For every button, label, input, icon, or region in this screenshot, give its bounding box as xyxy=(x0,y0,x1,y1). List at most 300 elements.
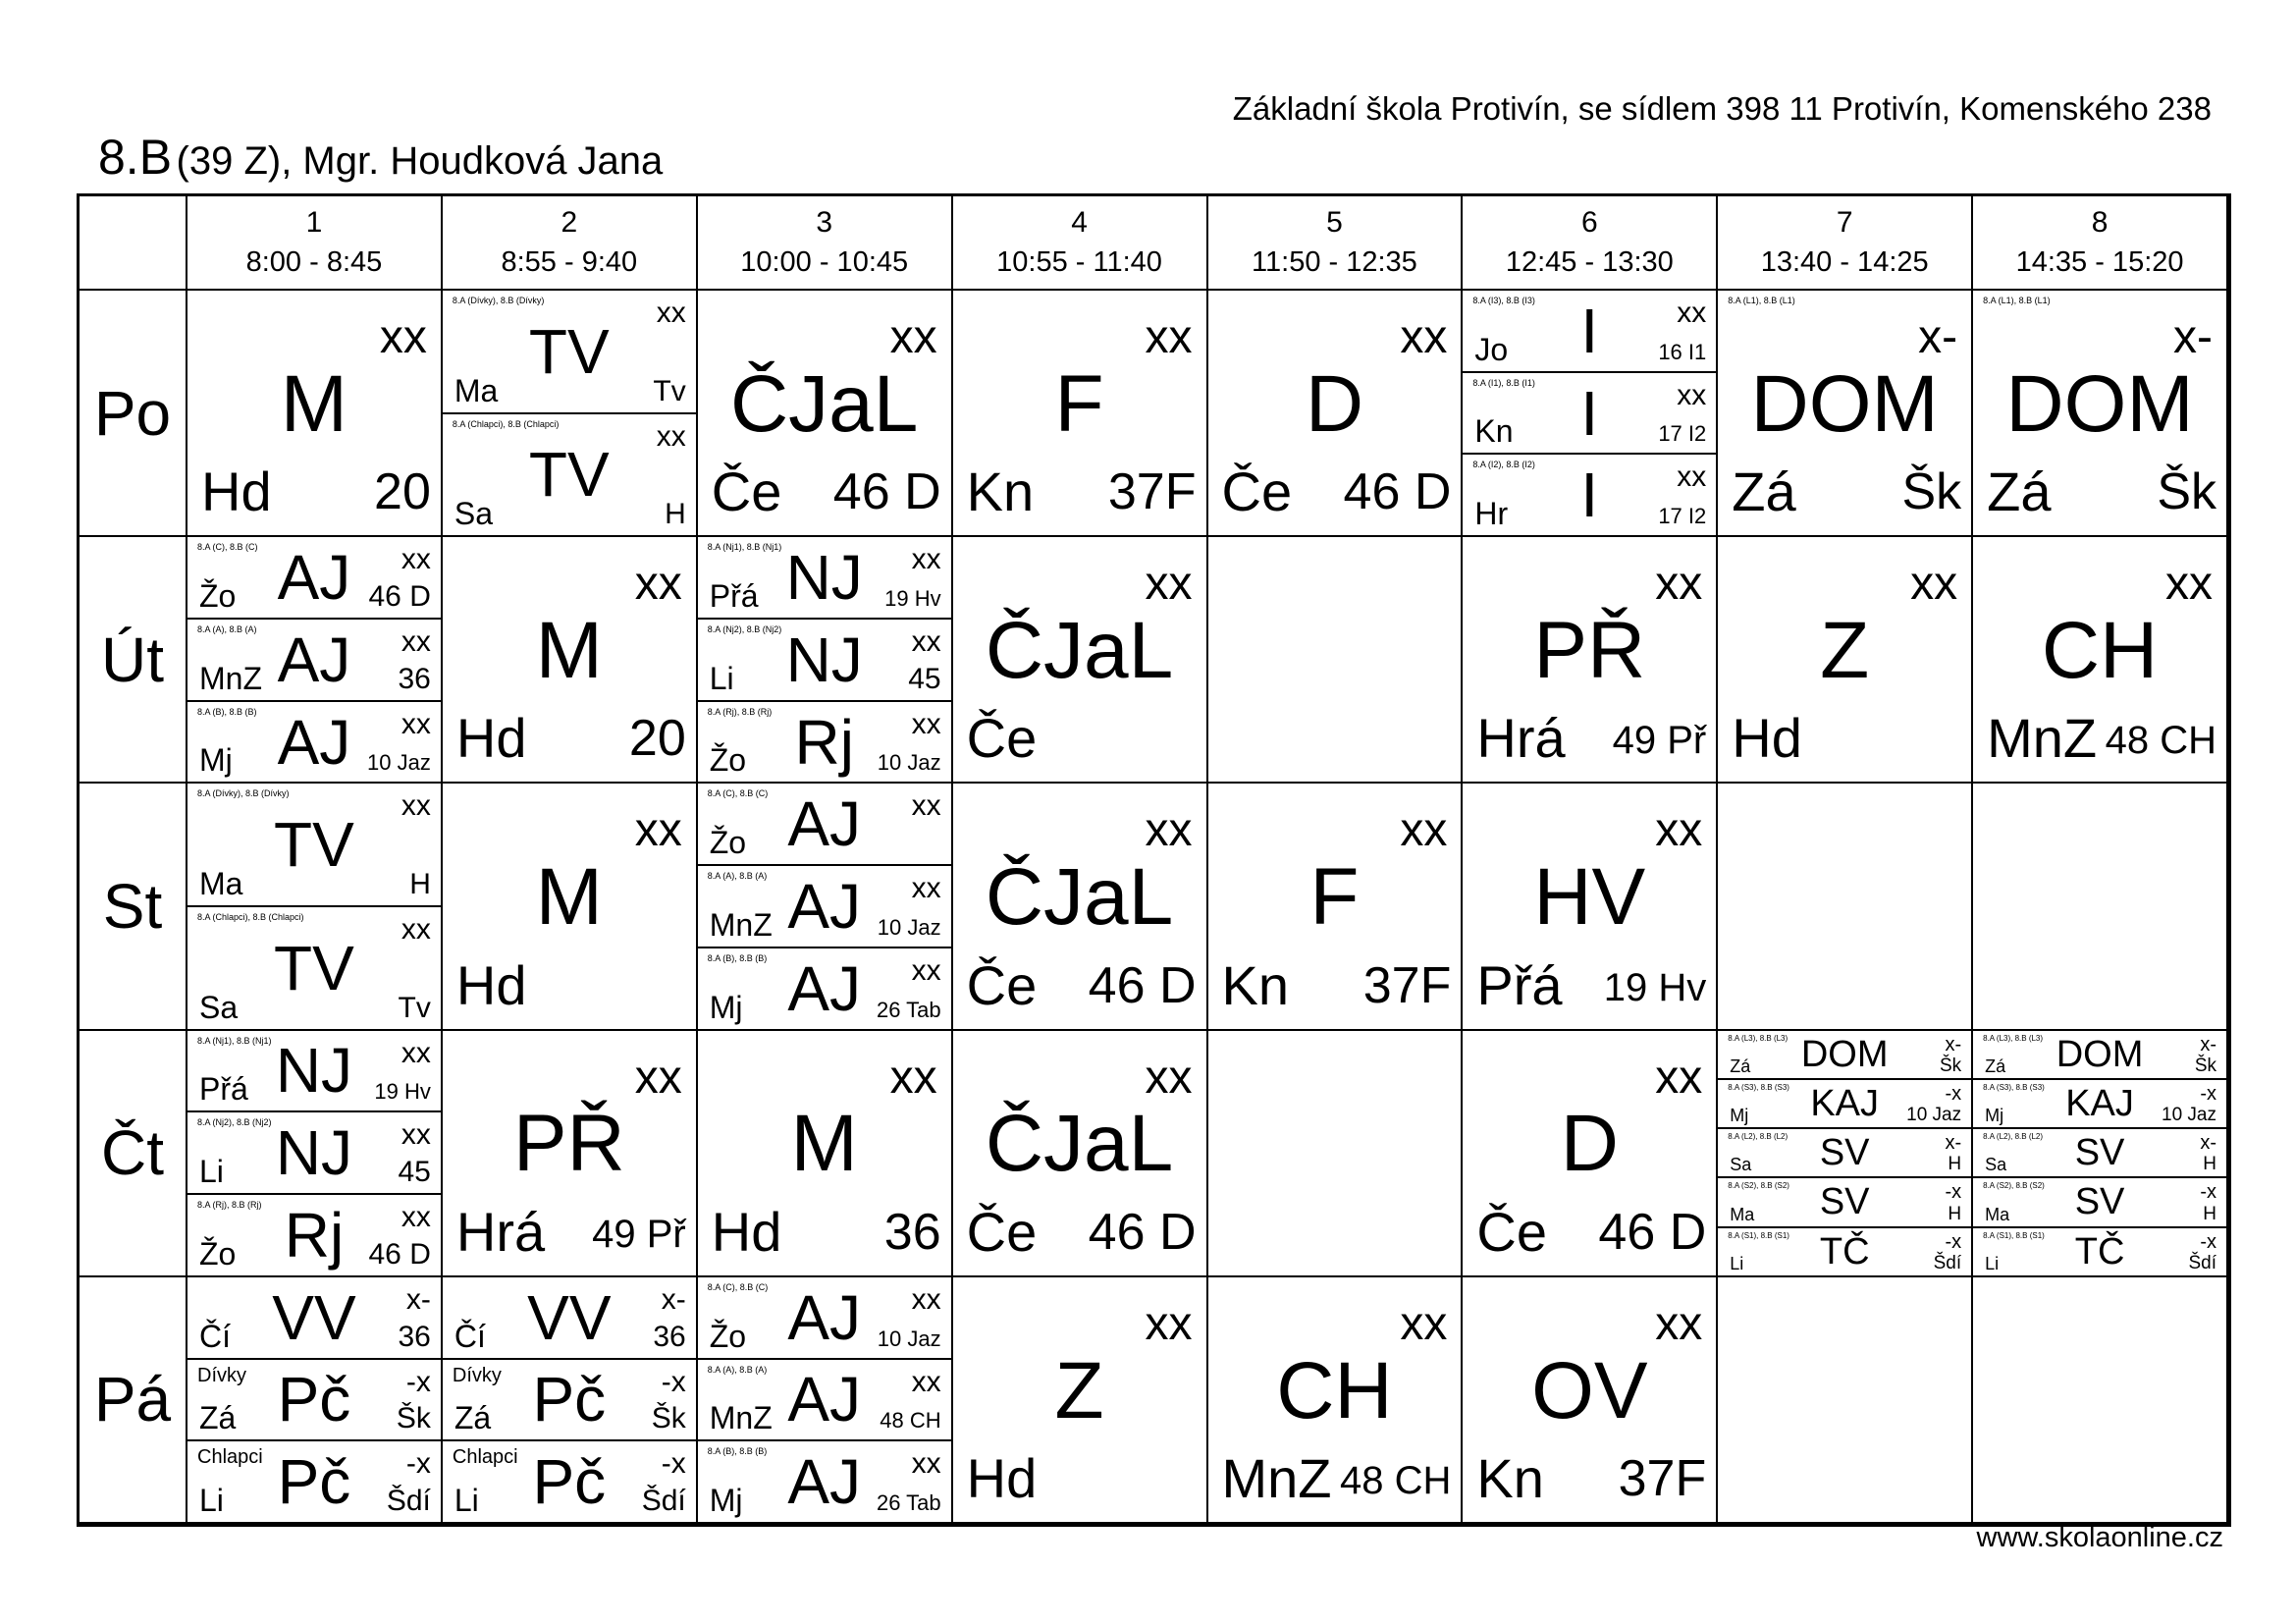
period-time: 11:50 - 12:35 xyxy=(1252,246,1417,278)
sub-lesson xyxy=(1718,1080,1971,1129)
teacher-label: Li xyxy=(199,1154,224,1190)
lesson-mark: x- xyxy=(661,1282,686,1316)
teacher-label: Če xyxy=(711,460,782,523)
teacher-label: Zá xyxy=(1732,460,1796,523)
group-label: Chlapci xyxy=(452,1446,518,1469)
subject-label: CH xyxy=(2041,605,2159,695)
lesson-mark: xx xyxy=(400,1118,431,1152)
sub-lesson xyxy=(1463,373,1716,456)
lesson-mark: xx xyxy=(889,1051,937,1104)
subject-label: VV xyxy=(527,1281,612,1353)
group-label: 8.A (C), 8.B (C) xyxy=(707,788,769,799)
lesson-cell xyxy=(1973,1031,2228,1277)
teacher-label: MnZ xyxy=(1221,1446,1332,1509)
group-label: Dívky xyxy=(197,1364,246,1386)
lesson-cell xyxy=(1208,291,1464,537)
group-label: 8.A (S1), 8.B (S1) xyxy=(1728,1230,1789,1240)
lesson-mark: -x xyxy=(1945,1082,1962,1105)
lesson-cell xyxy=(1973,1277,2228,1524)
subject-label: TV xyxy=(528,315,610,387)
lesson-cell xyxy=(953,1277,1208,1524)
room-label: 16 I1 xyxy=(1658,339,1707,364)
lesson-cell xyxy=(698,1277,953,1524)
lesson xyxy=(953,291,1206,535)
group-label: 8.A (I2), 8.B (I2) xyxy=(1472,460,1535,470)
timetable-grid xyxy=(77,193,2231,1527)
sub-lesson xyxy=(1973,1080,2226,1129)
lesson-mark: x- xyxy=(1918,311,1958,363)
room-label: 20 xyxy=(628,710,686,768)
period-number: 7 xyxy=(1836,206,1853,239)
sub-lesson xyxy=(698,702,951,783)
group-label: 8.A (Rj), 8.B (Rj) xyxy=(707,706,773,717)
lesson-cell xyxy=(1463,1277,1718,1524)
period-header xyxy=(1973,196,2228,291)
lesson xyxy=(698,291,951,535)
lesson-mark: x- xyxy=(405,1282,431,1316)
subject-label: KAJ xyxy=(2065,1082,2134,1124)
teacher-label: Žo xyxy=(709,825,747,861)
period-header xyxy=(1718,196,1973,291)
sub-lesson xyxy=(698,620,951,702)
room-label: 26 Tab xyxy=(876,1490,941,1515)
lesson-mark: -x xyxy=(405,1365,431,1398)
day-label: Út xyxy=(80,537,187,784)
room-label: 45 xyxy=(398,1156,431,1189)
day-label: Po xyxy=(80,291,187,537)
subject-label: NJ xyxy=(275,1117,353,1189)
subject-label: TV xyxy=(274,932,354,1003)
teacher-label: Ma xyxy=(199,866,243,901)
subject-label: AJ xyxy=(787,788,862,860)
room-label: Šdí xyxy=(386,1485,431,1517)
teacher-label: Li xyxy=(199,1483,224,1518)
group-label: 8.A (I3), 8.B (I3) xyxy=(1472,296,1535,305)
lesson-mark: -x xyxy=(661,1447,686,1481)
teacher-label: MnZ xyxy=(709,1400,773,1436)
sub-lesson xyxy=(187,784,441,907)
period-number: 1 xyxy=(305,206,323,239)
group-label: 8.A (L3), 8.B (L3) xyxy=(1983,1033,2044,1043)
lesson-mark: xx xyxy=(634,1051,682,1104)
period-header xyxy=(443,196,698,291)
room-label: H xyxy=(2203,1154,2216,1175)
lesson-cell xyxy=(1718,537,1973,784)
teacher-label: Ma xyxy=(1985,1204,2010,1224)
lesson-cell xyxy=(698,537,953,784)
period-header xyxy=(1208,196,1464,291)
group-label: 8.A (S2), 8.B (S2) xyxy=(1983,1181,2045,1191)
room-label: Šk xyxy=(396,1402,431,1435)
lesson-cell xyxy=(187,1277,443,1524)
group-label: 8.A (L1), 8.B (L1) xyxy=(1728,296,1795,305)
group-label: 8.A (Dívky), 8.B (Dívky) xyxy=(197,788,290,799)
period-time: 8:55 - 9:40 xyxy=(501,246,638,278)
teacher-label: Sa xyxy=(199,989,239,1025)
subject-label: TV xyxy=(274,809,354,881)
subject-label: KAJ xyxy=(1810,1082,1880,1124)
teacher-label: Mj xyxy=(709,1483,743,1518)
lesson-cell xyxy=(953,1031,1208,1277)
sub-lesson xyxy=(187,1195,441,1275)
room-label: 48 CH xyxy=(880,1408,941,1434)
sub-lesson xyxy=(1718,1178,1971,1227)
room-label: 17 I2 xyxy=(1658,504,1707,529)
sub-lesson xyxy=(698,537,951,620)
lesson-mark: x- xyxy=(1945,1033,1962,1056)
room-label: 37F xyxy=(1618,1449,1707,1507)
lesson-mark: xx xyxy=(656,297,686,329)
teacher-label: Hd xyxy=(201,460,272,523)
group-label: 8.A (L1), 8.B (L1) xyxy=(1983,296,2051,305)
group-label: 8.A (Rj), 8.B (Rj) xyxy=(197,1200,262,1211)
group-label: 8.A (Chlapci), 8.B (Chlapci) xyxy=(452,418,560,429)
teacher-label: Mj xyxy=(709,989,743,1025)
teacher-label: Mj xyxy=(1730,1106,1749,1126)
lesson xyxy=(953,1277,1206,1522)
lesson-mark: xx xyxy=(656,419,686,453)
subject-label: D xyxy=(1560,1099,1619,1189)
lesson-mark: xx xyxy=(400,789,431,823)
lesson-mark: -x xyxy=(661,1365,686,1398)
room-label: 17 I2 xyxy=(1658,421,1707,447)
subject-label: AJ xyxy=(787,1446,862,1518)
lesson-cell xyxy=(1718,291,1973,537)
teacher-label: Hd xyxy=(1732,707,1802,770)
subject-label: DOM xyxy=(2005,358,2194,449)
period-time: 8:00 - 8:45 xyxy=(245,246,383,278)
teacher-label: Přá xyxy=(709,577,759,614)
sub-lesson xyxy=(187,907,441,1029)
lesson-mark: -x xyxy=(2200,1230,2216,1253)
subject-label: TČ xyxy=(1819,1230,1870,1272)
lesson-cell xyxy=(1208,537,1464,784)
sub-lesson xyxy=(187,1277,441,1360)
lesson-mark: xx xyxy=(1400,311,1448,363)
lesson-mark: xx xyxy=(1677,378,1707,411)
day-label: Pá xyxy=(80,1277,187,1524)
lesson-mark: xx xyxy=(911,789,941,823)
teacher-label: Čí xyxy=(454,1318,486,1354)
room-label: Tv xyxy=(398,991,431,1024)
teacher-label: Kn xyxy=(966,460,1035,523)
subject-label: I xyxy=(1580,460,1599,531)
group-label: 8.A (S3), 8.B (S3) xyxy=(1728,1082,1789,1092)
lesson-mark: xx xyxy=(400,913,431,946)
sub-lesson xyxy=(698,1441,951,1522)
lesson-mark: xx xyxy=(911,1282,941,1316)
teacher-label: Hrá xyxy=(455,1200,546,1263)
sub-lesson xyxy=(187,1112,441,1195)
teacher-label: Li xyxy=(709,660,734,696)
teacher-label: Ma xyxy=(454,372,499,408)
period-header xyxy=(1463,196,1718,291)
lesson-mark: xx xyxy=(1145,1297,1193,1350)
lesson-cell xyxy=(443,291,698,537)
group-label: 8.A (C), 8.B (C) xyxy=(197,542,258,553)
room-label: 46 D xyxy=(832,463,941,521)
room-label: Šdí xyxy=(2188,1252,2216,1273)
lesson-cell xyxy=(1463,291,1718,537)
lesson xyxy=(698,1031,951,1275)
sub-lesson xyxy=(1973,1129,2226,1178)
lesson xyxy=(1463,1277,1716,1522)
room-label: 46 D xyxy=(1598,1203,1707,1261)
period-header xyxy=(698,196,953,291)
group-label: 8.A (Nj1), 8.B (Nj1) xyxy=(707,542,782,553)
room-label: 48 CH xyxy=(2105,719,2216,763)
lesson xyxy=(953,784,1206,1028)
teacher-label: Sa xyxy=(1985,1155,2007,1175)
period-time: 10:00 - 10:45 xyxy=(740,246,909,278)
room-label: 10 Jaz xyxy=(877,1326,941,1351)
period-time: 12:45 - 13:30 xyxy=(1505,246,1674,278)
group-label: 8.A (I1), 8.B (I1) xyxy=(1472,377,1535,388)
teacher-label: Hd xyxy=(966,1446,1038,1509)
lesson-cell xyxy=(1718,784,1973,1030)
lesson-mark: xx xyxy=(1145,558,1193,611)
sub-lesson xyxy=(1973,1178,2226,1227)
sub-lesson xyxy=(1973,1031,2226,1080)
room-label: 46 D xyxy=(1088,956,1197,1014)
subject-label: F xyxy=(1309,852,1360,943)
teacher-label: Kn xyxy=(1221,953,1289,1016)
lesson-cell xyxy=(1463,537,1718,784)
lesson-mark: xx xyxy=(1910,558,1958,611)
subject-label: SV xyxy=(1819,1181,1870,1223)
sub-lesson xyxy=(443,1360,696,1442)
day-label: Čt xyxy=(80,1031,187,1277)
group-label: 8.A (Chlapci), 8.B (Chlapci) xyxy=(197,912,304,922)
group-label: 8.A (L2), 8.B (L2) xyxy=(1728,1132,1789,1142)
group-label: 8.A (Nj2), 8.B (Nj2) xyxy=(707,623,782,634)
room-label: 10 Jaz xyxy=(367,750,431,776)
subject-label: Pč xyxy=(532,1446,607,1518)
lesson xyxy=(1463,537,1716,782)
group-label: 8.A (B), 8.B (B) xyxy=(707,952,768,963)
class-info: (39 Z), Mgr. Houdková Jana xyxy=(176,139,664,183)
subject-label: Pč xyxy=(277,1446,351,1518)
lesson-mark: x- xyxy=(2200,1033,2216,1056)
subject-label: Pč xyxy=(277,1364,351,1435)
teacher-label: Čí xyxy=(199,1318,231,1354)
room-label: 10 Jaz xyxy=(877,750,941,776)
room-label: 46 D xyxy=(368,1237,431,1271)
lesson-mark: xx xyxy=(911,707,941,740)
teacher-label: Žo xyxy=(199,577,237,614)
lesson-mark: xx xyxy=(1400,1297,1448,1350)
room-label: H xyxy=(1948,1154,1962,1175)
teacher-label: Přá xyxy=(1476,953,1563,1016)
room-label: 49 Př xyxy=(1612,719,1707,763)
subject-label: AJ xyxy=(787,1281,862,1353)
corner-cell xyxy=(80,196,187,291)
lesson-mark: xx xyxy=(379,311,427,363)
lesson-cell xyxy=(187,784,443,1030)
lesson-cell xyxy=(1463,784,1718,1030)
lesson-mark: xx xyxy=(634,558,682,611)
group-label: Dívky xyxy=(452,1364,502,1386)
teacher-label: Žo xyxy=(709,742,747,779)
lesson-cell xyxy=(698,291,953,537)
room-label: 49 Př xyxy=(592,1212,686,1256)
subject-label: ČJaL xyxy=(985,852,1174,943)
subject-label: CH xyxy=(1276,1345,1393,1435)
lesson-cell xyxy=(443,784,698,1030)
teacher-label: Če xyxy=(966,953,1038,1016)
period-number: 3 xyxy=(816,206,833,239)
teacher-label: Če xyxy=(966,707,1038,770)
subject-label: SV xyxy=(2074,1132,2125,1174)
period-number: 8 xyxy=(2091,206,2109,239)
subject-label: AJ xyxy=(277,706,351,778)
teacher-label: Zá xyxy=(454,1400,492,1436)
teacher-label: MnZ xyxy=(1987,707,2098,770)
lesson-mark: xx xyxy=(1655,1297,1703,1350)
teacher-label: Jo xyxy=(1474,331,1509,367)
teacher-label: Li xyxy=(1985,1253,2000,1273)
lesson-cell xyxy=(953,291,1208,537)
room-label: Šk xyxy=(2194,1055,2216,1076)
lesson-cell xyxy=(1718,1031,1973,1277)
room-label: 36 xyxy=(883,1203,941,1261)
room-label: 36 xyxy=(653,1320,686,1353)
lesson-mark: x- xyxy=(1945,1132,1962,1155)
subject-label: TČ xyxy=(2074,1230,2125,1272)
lesson xyxy=(1208,291,1462,535)
room-label: 37F xyxy=(1362,956,1452,1014)
lesson-mark: xx xyxy=(400,1201,431,1234)
subject-label: M xyxy=(535,852,603,943)
lesson-mark: xx xyxy=(889,311,937,363)
lesson xyxy=(1718,537,1971,782)
lesson-mark: xx xyxy=(400,624,431,658)
room-label: H xyxy=(2203,1203,2216,1224)
teacher-label: Kn xyxy=(1476,1446,1544,1509)
teacher-label: Hr xyxy=(1474,496,1509,532)
subject-label: Rj xyxy=(284,1199,345,1271)
teacher-label: Hd xyxy=(711,1200,782,1263)
lesson-mark: xx xyxy=(1655,558,1703,611)
teacher-label: Hd xyxy=(455,707,527,770)
lesson-cell xyxy=(1208,784,1464,1030)
sub-lesson xyxy=(698,948,951,1029)
subject-label: ČJaL xyxy=(985,605,1174,695)
period-header xyxy=(953,196,1208,291)
subject-label: AJ xyxy=(277,542,351,614)
sub-lesson xyxy=(443,1441,696,1522)
sub-lesson xyxy=(443,414,696,536)
lesson xyxy=(953,1031,1206,1275)
room-label: 19 Hv xyxy=(884,585,941,611)
lesson-mark: xx xyxy=(911,1447,941,1481)
sub-lesson xyxy=(187,1441,441,1522)
sub-lesson xyxy=(1463,291,1716,373)
group-label: 8.A (S1), 8.B (S1) xyxy=(1983,1230,2045,1240)
lesson xyxy=(443,1031,696,1275)
teacher-label: Če xyxy=(1476,1200,1547,1263)
teacher-label: Li xyxy=(1730,1253,1744,1273)
page-title xyxy=(98,129,663,186)
lesson xyxy=(443,537,696,782)
lesson-cell xyxy=(187,291,443,537)
class-name: 8.B xyxy=(98,130,173,185)
period-number: 4 xyxy=(1071,206,1088,239)
room-label: 36 xyxy=(398,1320,431,1353)
room-label: 19 Hv xyxy=(374,1079,431,1105)
teacher-label: Kn xyxy=(1474,413,1514,450)
lesson-mark: -x xyxy=(405,1447,431,1481)
group-label: 8.A (Nj1), 8.B (Nj1) xyxy=(197,1035,272,1046)
teacher-label: MnZ xyxy=(709,906,773,943)
lesson xyxy=(1973,537,2226,782)
school-name: Základní škola Protivín, se sídlem 398 11 Protivín, Komenského 238 xyxy=(1232,90,2212,127)
group-label: 8.A (L2), 8.B (L2) xyxy=(1983,1132,2044,1142)
teacher-label: Ma xyxy=(1730,1204,1755,1224)
lesson-mark: -x xyxy=(2200,1181,2216,1204)
lesson-mark: xx xyxy=(911,543,941,576)
room-label: 19 Hv xyxy=(1603,965,1707,1009)
subject-label: M xyxy=(535,605,603,695)
subject-label: Z xyxy=(1820,605,1870,695)
room-label: 26 Tab xyxy=(876,997,941,1022)
sub-lesson xyxy=(698,866,951,948)
group-label: 8.A (L3), 8.B (L3) xyxy=(1728,1033,1789,1043)
teacher-label: Zá xyxy=(199,1400,237,1436)
lesson-mark: xx xyxy=(1145,311,1193,363)
subject-label: M xyxy=(790,1099,858,1189)
room-label: Šk xyxy=(2157,463,2216,521)
subject-label: OV xyxy=(1531,1345,1648,1435)
room-label: 10 Jaz xyxy=(877,914,941,940)
group-label: Chlapci xyxy=(197,1446,263,1469)
lesson-cell xyxy=(1973,784,2228,1030)
teacher-label: Če xyxy=(966,1200,1038,1263)
lesson-cell xyxy=(443,1031,698,1277)
sub-lesson xyxy=(698,784,951,866)
subject-label: I xyxy=(1580,295,1599,366)
subject-label: AJ xyxy=(787,1364,862,1435)
lesson xyxy=(1208,784,1462,1028)
sub-lesson xyxy=(187,1031,441,1113)
lesson-mark: -x xyxy=(2200,1082,2216,1105)
room-label: 36 xyxy=(398,662,431,695)
subject-label: PŘ xyxy=(1533,605,1646,695)
room-label: H xyxy=(665,498,686,531)
subject-label: VV xyxy=(272,1281,356,1353)
sub-lesson xyxy=(1463,455,1716,535)
subject-label: DOM xyxy=(1750,358,1939,449)
subject-label: AJ xyxy=(787,870,862,942)
teacher-label: MnZ xyxy=(199,660,262,696)
period-time: 10:55 - 11:40 xyxy=(996,246,1162,278)
lesson-cell xyxy=(443,1277,698,1524)
subject-label: Pč xyxy=(532,1364,607,1435)
room-label: 46 D xyxy=(368,579,431,613)
lesson-cell xyxy=(1208,1031,1464,1277)
subject-label: PŘ xyxy=(512,1099,625,1189)
subject-label: D xyxy=(1305,358,1364,449)
period-number: 6 xyxy=(1580,206,1598,239)
lesson-cell xyxy=(1973,291,2228,537)
group-label: 8.A (S3), 8.B (S3) xyxy=(1983,1082,2045,1092)
lesson-mark: xx xyxy=(911,872,941,905)
teacher-label: Mj xyxy=(199,742,233,779)
lesson-cell xyxy=(698,1031,953,1277)
room-label: Šk xyxy=(1901,463,1962,521)
footer-link[interactable]: www.skolaonline.cz xyxy=(1976,1522,2223,1553)
lesson-mark: xx xyxy=(1677,460,1707,494)
